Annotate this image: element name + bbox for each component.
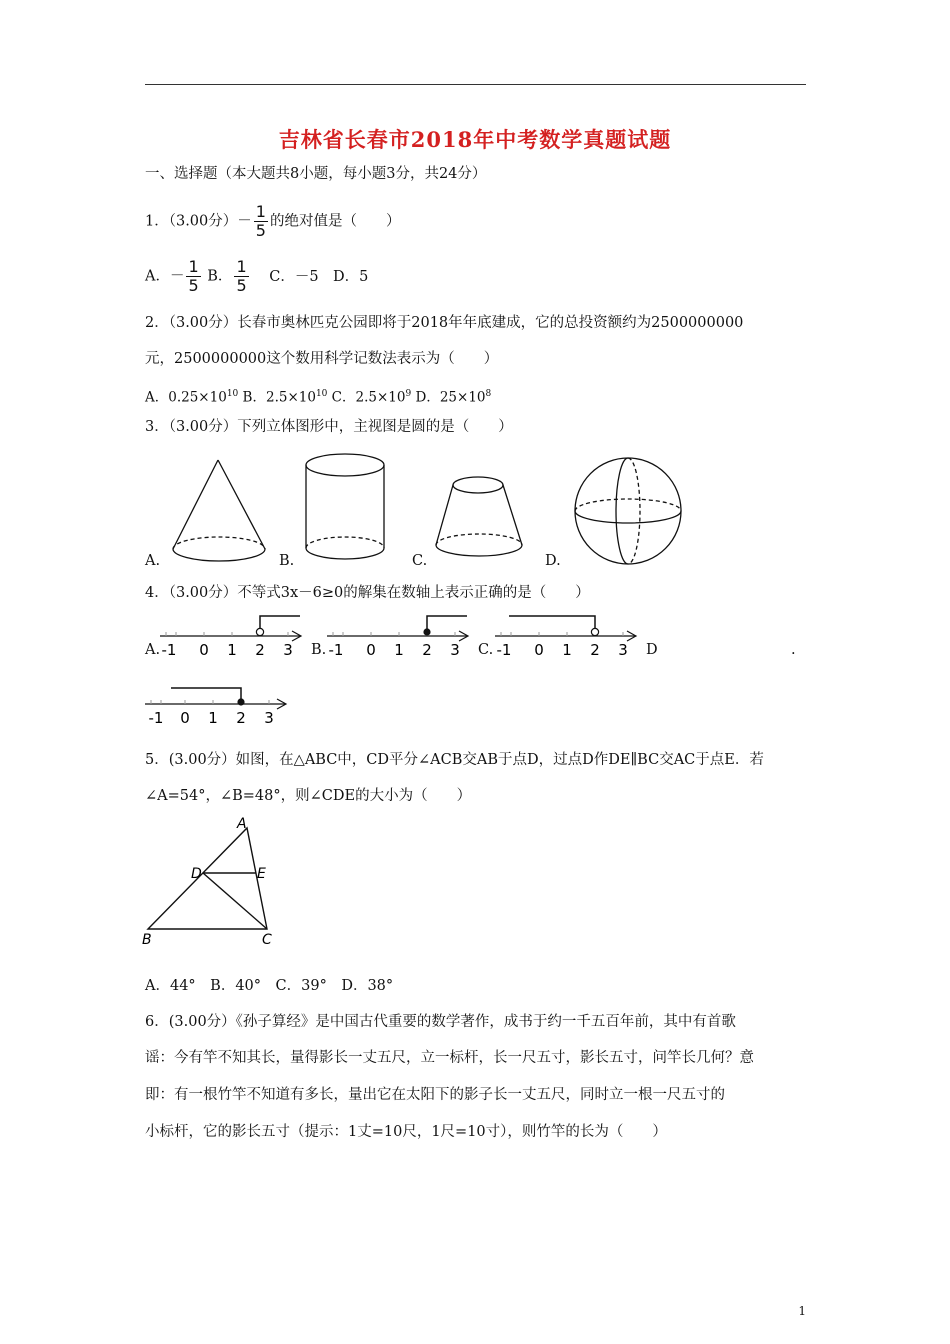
- frustum-shape: [436, 477, 522, 556]
- cylinder-shape: [306, 454, 384, 559]
- header-rule: [145, 84, 806, 85]
- q3-label-b: B.: [279, 553, 295, 569]
- svg-text:2: 2: [422, 641, 432, 659]
- svg-text:0: 0: [534, 641, 544, 659]
- open-point: [256, 628, 263, 635]
- question-3: 3．（3.00分）下列立体图形中，主视图是圆的是（ ）: [145, 419, 513, 435]
- section-heading: 一、选择题（本大题共8小题，每小题3分，共24分）: [145, 166, 487, 182]
- closed-point: [423, 628, 430, 635]
- question-4: 4．（3.00分）不等式3x－6≥0的解集在数轴上表示正确的是（ ）: [145, 585, 590, 601]
- question-6-line-1: 6．(3.00分）《孙子算经》是中国古代重要的数学著作，成书于约一千五百年前，其中有首歌: [145, 1014, 736, 1030]
- question-2-line-1: 2．（3.00分）长春市奥林匹克公园即将于2018年年底建成，它的总投资额约为2500000000: [145, 315, 744, 331]
- q3-label-a: A.: [145, 553, 161, 569]
- point-e-label: E: [257, 866, 266, 882]
- svg-text:1: 1: [394, 641, 404, 659]
- number-line-c: [493, 612, 643, 662]
- question-6-line-2: 谣：今有竿不知其长，量得影长一丈五尺，立一标杆，长一尺五寸，影长五寸，问竿长几何？意: [145, 1050, 754, 1066]
- q1-option-b-fraction: $\frac{1}{5}$: [236, 257, 247, 295]
- q4-label-d: D: [646, 642, 658, 658]
- svg-text:3: 3: [450, 641, 460, 659]
- number-line-d: [143, 680, 293, 730]
- page-title: 吉林省长春市2018年中考数学真题试题: [278, 127, 672, 152]
- q1-suffix: 的绝对值是（ ）: [269, 213, 401, 230]
- question-2-line-2: 元，2500000000这个数用科学记数法表示为（ ）: [145, 351, 499, 367]
- question-6-line-3: 即：有一根竹竿不知道有多长，量出它在太阳下的影子长一丈五尺，同时立一根一尺五寸的: [145, 1087, 725, 1103]
- q3-label-c: C.: [412, 553, 428, 569]
- triangle-figure: [138, 812, 288, 952]
- q4-trailing-dot: .: [791, 642, 796, 658]
- question-5-line-2: ∠A=54°，∠B=48°，则∠CDE的大小为（ ）: [145, 788, 472, 804]
- point-c-label: C: [262, 932, 272, 948]
- q4-label-a: A.: [145, 642, 161, 658]
- q1-option-a-fraction: $\frac{1}{5}$: [188, 257, 199, 295]
- q4-label-c: C.: [478, 642, 494, 658]
- svg-text:-1: -1: [328, 641, 344, 659]
- svg-text:0: 0: [180, 709, 190, 727]
- point-b-label: B: [142, 932, 152, 948]
- page-number: 1: [798, 1304, 806, 1318]
- point-a-label: A: [237, 816, 247, 832]
- svg-text:2: 2: [236, 709, 246, 727]
- svg-text:3: 3: [618, 641, 628, 659]
- question-6-line-4: 小标杆，它的影长五寸（提示：1丈=10尺，1尺=10寸），则竹竿的长为（ ）: [145, 1124, 667, 1140]
- point-d-label: D: [191, 866, 202, 882]
- svg-text:2: 2: [590, 641, 600, 659]
- question-1: [145, 203, 400, 240]
- svg-text:1: 1: [227, 641, 237, 659]
- q2-options: A．$0.25\times 10^{10}$ B．$2.5\times 10^{10}$ C．$2.5\times 10^9$ D．$25\times 10^8$: [145, 389, 492, 406]
- q5-options: A．44° B．40° C．39° D．38°: [145, 978, 394, 994]
- q1-options: A．－ $\frac{1}{5}$ B． $\frac{1}{5}$ C．－5 D．5: [145, 257, 369, 295]
- question-5-line-1: 5．(3.00分）如图，在△ABC中，CD平分∠ACB交AB于点D，过点D作DE∥BC交AC于点E．若: [145, 752, 764, 768]
- sphere-shape: [575, 458, 681, 564]
- q1-prefix: 1．（3.00分）－: [145, 213, 252, 230]
- cone-shape: [173, 460, 265, 561]
- closed-point: [237, 698, 244, 705]
- q1-fraction: $\frac{1}{5}$: [255, 202, 266, 240]
- q3-label-d: D.: [545, 553, 561, 569]
- svg-text:-1: -1: [161, 641, 177, 659]
- svg-text:3: 3: [264, 709, 274, 727]
- svg-text:3: 3: [283, 641, 293, 659]
- svg-text:-1: -1: [148, 709, 164, 727]
- q4-label-b: B.: [311, 642, 327, 658]
- svg-text:1: 1: [208, 709, 218, 727]
- svg-text:0: 0: [366, 641, 376, 659]
- svg-text:-1: -1: [496, 641, 512, 659]
- svg-text:0: 0: [199, 641, 209, 659]
- number-line-b: [325, 612, 475, 662]
- number-line-a: [158, 612, 308, 662]
- svg-text:2: 2: [255, 641, 265, 659]
- svg-text:1: 1: [562, 641, 572, 659]
- open-point: [591, 628, 598, 635]
